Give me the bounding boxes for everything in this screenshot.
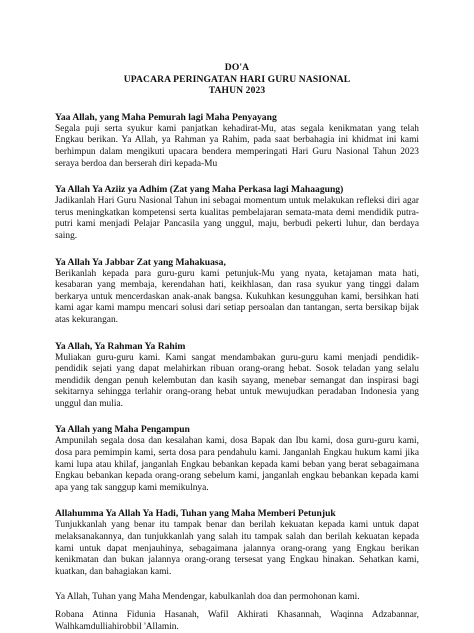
section-body: Segala puji serta syukur kami panjatkan kehadirat-Mu, atas segala kenikmatan yang telah Engkau berikan. Ya Allah, ya Rahman ya Rahim, pada saat berbahagia ini khidmat ini kami berhimpun dalam mengikuti upacara bendera memperingati Hari Guru Nasional Tahun 2023 seraya berdoa dan berserah diri kepada-Mu	[55, 123, 419, 169]
section-body: Berikanlah kepada para guru-guru kami petunjuk-Mu yang nyata, ketajaman mata hati, kesabaran yang membaja, kerendahan hati, keikhlasan, dan rasa syukur yang tinggi dalam berkarya untuk mencerdaskan anak-anak bangsa. Kukuhkan kesungguhan kami, bersihkan hati kami agar kami mampu mencari solusi dari setiap persoalan dan tantangan, serta bersikap bijak atas kekurangan.	[55, 268, 419, 325]
section-heading: Ya Allah Ya Jabbar Zat yang Mahakuasa,	[55, 256, 226, 268]
closing-plea: Ya Allah, Tuhan yang Maha Mendengar, kabulkanlah doa dan permohonan kami.	[55, 592, 360, 603]
prayer-section	[55, 184, 419, 242]
prayer-section	[55, 424, 419, 494]
section-body: Tunjukkanlah yang benar itu tampak benar dan berilah kekuatan kepada kami untuk dapat melaksanakannya, dan tunjukkanlah yang salah itu tampak salah dan berilah kekuatan kepada kami untuk dapat menjauhinya, sebagaimana jalannya orang-orang yang Engkau berikan kenikmatan dan bukan jalannya orang-orang tersesat yang Engkau hinakan. Sehatkan kami, kuatkan, dan bahagiakan kami.	[55, 520, 419, 577]
closing-prayer: Robana Atinna Fidunia Hasanah, Wafil Akhirati Khasannah, Waqinna Adzabannar, Walhkamdulliahirobbil 'Allamin.	[55, 610, 419, 632]
prayer-section	[55, 508, 419, 578]
closing-block	[55, 592, 419, 633]
prayer-section	[55, 112, 419, 170]
section-heading: Ya Allah, Ya Rahman Ya Rahim	[55, 340, 186, 352]
section-heading: Ya Allah yang Maha Pengampun	[55, 424, 190, 436]
header-title: DO'A	[224, 62, 250, 73]
section-heading: Allahumma Ya Allah Ya Hadi, Tuhan yang Maha Memberi Petunjuk	[55, 508, 336, 520]
section-heading: Yaa Allah, yang Maha Pemurah lagi Maha Penyayang	[55, 111, 277, 123]
section-heading: Ya Allah Ya Aziiz ya Adhim (Zat yang Maha Perkasa lagi Mahaagung)	[55, 184, 344, 196]
document-header	[55, 62, 419, 97]
header-event: UPACARA PERINGATAN HARI GURU NASIONAL	[123, 73, 351, 85]
prayer-section	[55, 341, 419, 411]
section-body: Ampunilah segala dosa dan kesalahan kami, dosa Bapak dan Ibu kami, dosa guru-guru kami, dosa para pemimpin kami, serta dosa para pendahulu kami. Janganlah Engkau hukum kami jika kami lupa atau khilaf, janganlah Engkau bebankan kepada kami beban yang berat sebagaimana Engkau bebankan kepada orang-orang sebelum kami, janganlah engkau bebankan kepada kami apa yang tak sanggup kami memikulnya.	[55, 436, 419, 493]
section-body: Jadikanlah Hari Guru Nasional Tahun ini sebagai momentum untuk melakukan refleksi diri agar terus meningkatkan kompetensi serta kualitas pembelajaran semata-mata demi mendidik putra-putri kami menjadi Pelajar Pancasila yang unggul, maju, berbudi pekerti luhur, dan berdaya saing.	[55, 196, 419, 241]
header-year: TAHUN 2023	[208, 85, 266, 97]
prayer-section	[55, 257, 419, 327]
section-body: Muliakan guru-guru kami. Kami sangat mendambakan guru-guru kami menjadi pendidik-pendidik sejati yang dapat melahirkan ribuan orang-orang hebat. Sosok teladan yang selalu mendidik dengan penuh kelembutan dan kasih sayang, menebar semangat dan inspirasi bagi sekitarnya sehingga terlahir orang-orang hebat untuk mewujudkan peradaban Indonesia yang unggul dan mulia.	[55, 352, 419, 409]
